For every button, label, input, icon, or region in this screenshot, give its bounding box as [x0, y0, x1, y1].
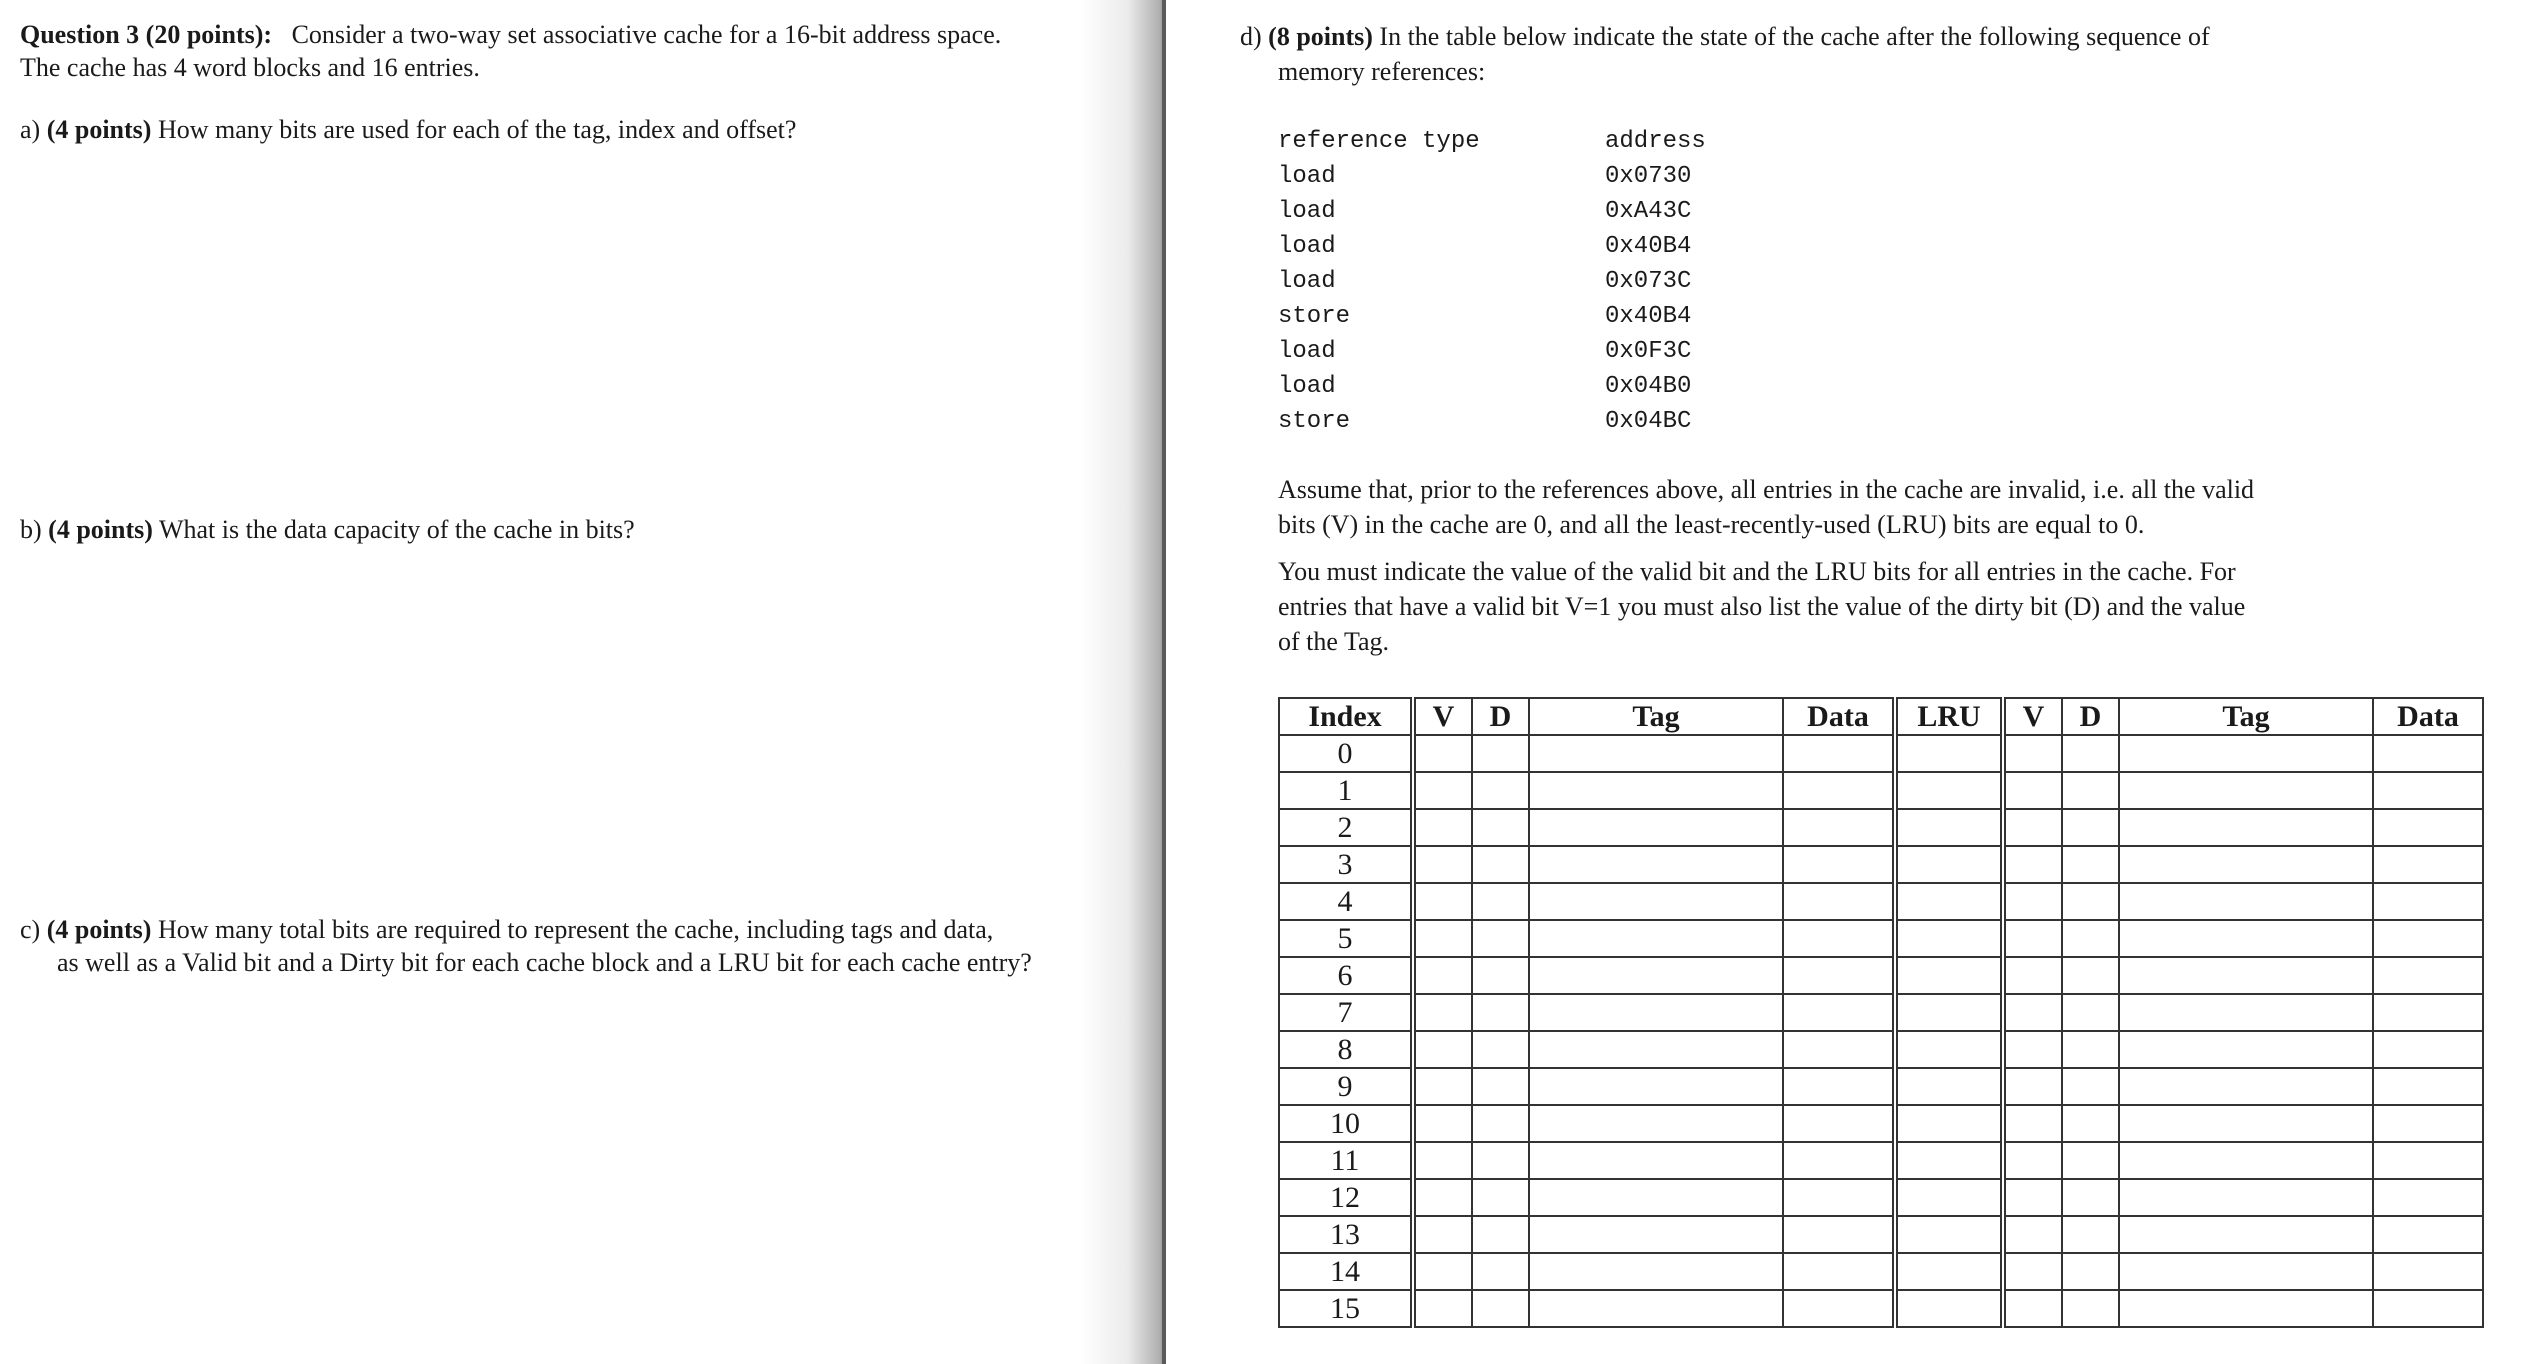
v2-cell[interactable]	[2003, 1253, 2062, 1290]
table-row	[1279, 772, 2483, 809]
part-d-line1	[1240, 20, 2210, 53]
cache-table-header-row	[1279, 698, 2483, 735]
v1-cell[interactable]	[1413, 1105, 1472, 1142]
tag2-cell[interactable]	[2119, 1105, 2373, 1142]
data1-cell[interactable]	[1783, 1031, 1895, 1068]
d1-cell[interactable]	[1472, 809, 1529, 846]
d1-cell[interactable]	[1472, 735, 1529, 772]
data1-cell[interactable]	[1783, 1179, 1895, 1216]
d2-cell[interactable]	[2062, 772, 2119, 809]
lru-cell[interactable]	[1895, 1031, 2003, 1068]
part-d-text1: In the table below indicate the state of the cache after the following sequence of	[1379, 22, 2210, 51]
d1-cell[interactable]	[1472, 1142, 1529, 1179]
lru-cell[interactable]	[1895, 846, 2003, 883]
table-row	[1279, 1031, 2483, 1068]
data1-cell[interactable]	[1783, 846, 1895, 883]
d2-cell[interactable]	[2062, 957, 2119, 994]
instruction-line3: of the Tag.	[1278, 627, 1390, 656]
tag1-cell[interactable]	[1529, 1031, 1783, 1068]
reference-row	[1278, 299, 1778, 334]
data2-cell[interactable]	[2373, 994, 2483, 1031]
reference-row	[1278, 404, 1778, 439]
assume-line2: bits (V) in the cache are 0, and all the least-recently-used (LRU) bits are equal to 0.	[1278, 510, 2145, 539]
data1-cell[interactable]	[1783, 772, 1895, 809]
data1-cell[interactable]	[1783, 1068, 1895, 1105]
col-header-tag2: Tag	[2119, 698, 2373, 735]
tag1-cell[interactable]	[1529, 920, 1783, 957]
v2-cell[interactable]	[2003, 1290, 2062, 1327]
col-header-d2: D	[2062, 698, 2119, 735]
data2-cell[interactable]	[2373, 1031, 2483, 1068]
table-row	[1279, 1253, 2483, 1290]
instruction-line1: You must indicate the value of the valid bit and the LRU bits for all entries in the cache. For	[1278, 557, 2236, 586]
tag2-cell[interactable]	[2119, 1068, 2373, 1105]
v1-cell[interactable]	[1413, 957, 1472, 994]
data2-cell[interactable]	[2373, 1253, 2483, 1290]
v1-cell[interactable]	[1413, 883, 1472, 920]
table-row	[1279, 1142, 2483, 1179]
v1-cell[interactable]	[1413, 1253, 1472, 1290]
question-intro-text1: Consider a two-way set associative cache for a 16-bit address space.	[291, 20, 1002, 49]
lru-cell[interactable]	[1895, 994, 2003, 1031]
d1-cell[interactable]	[1472, 957, 1529, 994]
data2-cell[interactable]	[2373, 1105, 2483, 1142]
tag1-cell[interactable]	[1529, 809, 1783, 846]
v2-cell[interactable]	[2003, 735, 2062, 772]
index-cell: 5	[1279, 920, 1413, 957]
reference-row	[1278, 229, 1778, 264]
left-page	[0, 0, 1160, 1364]
d1-cell[interactable]	[1472, 1068, 1529, 1105]
d2-cell[interactable]	[2062, 994, 2119, 1031]
data2-cell[interactable]	[2373, 735, 2483, 772]
index-cell: 3	[1279, 846, 1413, 883]
reference-address: 0x073C	[1605, 268, 1692, 295]
d1-cell[interactable]	[1472, 920, 1529, 957]
part-a-text: How many bits are used for each of the tag, index and offset?	[157, 115, 797, 144]
index-cell: 6	[1279, 957, 1413, 994]
lru-cell[interactable]	[1895, 1142, 2003, 1179]
reference-header	[1278, 124, 1778, 159]
d2-cell[interactable]	[2062, 1253, 2119, 1290]
tag2-cell[interactable]	[2119, 846, 2373, 883]
data2-cell[interactable]	[2373, 1290, 2483, 1327]
v1-cell[interactable]	[1413, 1290, 1472, 1327]
assume-line1: Assume that, prior to the references above, all entries in the cache are invalid, i.e. all the valid	[1278, 475, 2255, 504]
v1-cell[interactable]	[1413, 994, 1472, 1031]
v1-cell[interactable]	[1413, 1142, 1472, 1179]
reference-type: load	[1278, 268, 1336, 295]
data1-cell[interactable]	[1783, 1216, 1895, 1253]
part-b	[20, 513, 635, 546]
lru-cell[interactable]	[1895, 1068, 2003, 1105]
part-a-points: (4 points)	[46, 115, 152, 144]
d2-cell[interactable]	[2062, 1142, 2119, 1179]
cache-table-body	[1279, 735, 2483, 1327]
v2-cell[interactable]	[2003, 883, 2062, 920]
data1-cell[interactable]	[1783, 957, 1895, 994]
v1-cell[interactable]	[1413, 846, 1472, 883]
d2-cell[interactable]	[2062, 735, 2119, 772]
v2-cell[interactable]	[2003, 1216, 2062, 1253]
reference-address-header: address	[1605, 128, 1706, 155]
part-b-points: (4 points)	[48, 515, 153, 544]
data2-cell[interactable]	[2373, 1068, 2483, 1105]
question-title: Question 3 (20 points):	[20, 20, 273, 49]
d1-cell[interactable]	[1472, 1253, 1529, 1290]
part-b-label: b)	[20, 515, 42, 544]
v2-cell[interactable]	[2003, 920, 2062, 957]
data2-cell[interactable]	[2373, 957, 2483, 994]
reference-address: 0x0F3C	[1605, 338, 1692, 365]
part-c-line2: as well as a Valid bit and a Dirty bit for each cache block and a LRU bit for each cache entry?	[57, 948, 1032, 977]
v2-cell[interactable]	[2003, 1031, 2062, 1068]
reference-type: store	[1278, 408, 1351, 435]
table-row	[1279, 957, 2483, 994]
d1-cell[interactable]	[1472, 772, 1529, 809]
part-d-points: (8 points)	[1268, 22, 1373, 51]
v2-cell[interactable]	[2003, 1105, 2062, 1142]
col-header-tag1: Tag	[1529, 698, 1783, 735]
part-c-points: (4 points)	[46, 915, 152, 944]
v2-cell[interactable]	[2003, 1142, 2062, 1179]
index-cell: 12	[1279, 1179, 1413, 1216]
table-row	[1279, 1216, 2483, 1253]
cache-state-table	[1278, 697, 2484, 1328]
tag2-cell[interactable]	[2119, 1179, 2373, 1216]
instruction-line2: entries that have a valid bit V=1 you must also list the value of the dirty bit (D) and the value	[1278, 592, 2246, 621]
lru-cell[interactable]	[1895, 772, 2003, 809]
col-header-v1: V	[1413, 698, 1472, 735]
d2-cell[interactable]	[2062, 846, 2119, 883]
data2-cell[interactable]	[2373, 846, 2483, 883]
d2-cell[interactable]	[2062, 1216, 2119, 1253]
v1-cell[interactable]	[1413, 809, 1472, 846]
v1-cell[interactable]	[1413, 772, 1472, 809]
reference-type-header: reference type	[1278, 128, 1480, 155]
reference-type: load	[1278, 233, 1336, 260]
v1-cell[interactable]	[1413, 1216, 1472, 1253]
lru-cell[interactable]	[1895, 1253, 2003, 1290]
data1-cell[interactable]	[1783, 809, 1895, 846]
lru-cell[interactable]	[1895, 809, 2003, 846]
v2-cell[interactable]	[2003, 846, 2062, 883]
col-header-lru: LRU	[1895, 698, 2003, 735]
table-row	[1279, 1179, 2483, 1216]
v2-cell[interactable]	[2003, 957, 2062, 994]
page-gutter-shadow	[1080, 0, 1166, 1364]
data2-cell[interactable]	[2373, 920, 2483, 957]
index-cell: 15	[1279, 1290, 1413, 1327]
reference-address: 0x40B4	[1605, 233, 1692, 260]
index-cell: 14	[1279, 1253, 1413, 1290]
v2-cell[interactable]	[2003, 994, 2062, 1031]
data1-cell[interactable]	[1783, 994, 1895, 1031]
d2-cell[interactable]	[2062, 1179, 2119, 1216]
index-cell: 2	[1279, 809, 1413, 846]
table-row	[1279, 846, 2483, 883]
index-cell: 4	[1279, 883, 1413, 920]
data1-cell[interactable]	[1783, 1290, 1895, 1327]
data1-cell[interactable]	[1783, 735, 1895, 772]
data2-cell[interactable]	[2373, 1179, 2483, 1216]
col-header-index: Index	[1279, 698, 1413, 735]
tag1-cell[interactable]	[1529, 1105, 1783, 1142]
part-d-label: d)	[1240, 22, 1262, 51]
tag2-cell[interactable]	[2119, 1253, 2373, 1290]
tag2-cell[interactable]	[2119, 1142, 2373, 1179]
lru-cell[interactable]	[1895, 883, 2003, 920]
v1-cell[interactable]	[1413, 735, 1472, 772]
tag1-cell[interactable]	[1529, 883, 1783, 920]
v2-cell[interactable]	[2003, 1179, 2062, 1216]
reference-address: 0xA43C	[1605, 198, 1692, 225]
tag1-cell[interactable]	[1529, 1068, 1783, 1105]
data2-cell[interactable]	[2373, 883, 2483, 920]
question-intro-line2: The cache has 4 word blocks and 16 entries.	[20, 53, 480, 82]
data2-cell[interactable]	[2373, 1216, 2483, 1253]
tag2-cell[interactable]	[2119, 809, 2373, 846]
table-row	[1279, 1290, 2483, 1327]
d1-cell[interactable]	[1472, 1290, 1529, 1327]
index-cell: 13	[1279, 1216, 1413, 1253]
reference-row	[1278, 264, 1778, 299]
tag1-cell[interactable]	[1529, 772, 1783, 809]
tag1-cell[interactable]	[1529, 1290, 1783, 1327]
tag2-cell[interactable]	[2119, 772, 2373, 809]
index-cell: 7	[1279, 994, 1413, 1031]
col-header-data1: Data	[1783, 698, 1895, 735]
reference-address: 0x04B0	[1605, 373, 1692, 400]
data1-cell[interactable]	[1783, 1253, 1895, 1290]
tag1-cell[interactable]	[1529, 846, 1783, 883]
tag2-cell[interactable]	[2119, 1031, 2373, 1068]
v2-cell[interactable]	[2003, 772, 2062, 809]
tag1-cell[interactable]	[1529, 735, 1783, 772]
d2-cell[interactable]	[2062, 920, 2119, 957]
part-c-text1: How many total bits are required to represent the cache, including tags and data,	[157, 915, 994, 944]
v1-cell[interactable]	[1413, 1068, 1472, 1105]
reference-row	[1278, 159, 1778, 194]
reference-type: store	[1278, 303, 1351, 330]
tag2-cell[interactable]	[2119, 920, 2373, 957]
part-b-text: What is the data capacity of the cache in bits?	[158, 515, 635, 544]
part-a-label: a)	[20, 115, 41, 144]
d1-cell[interactable]	[1472, 883, 1529, 920]
reference-row	[1278, 334, 1778, 369]
tag1-cell[interactable]	[1529, 957, 1783, 994]
lru-cell[interactable]	[1895, 957, 2003, 994]
table-row	[1279, 920, 2483, 957]
table-row	[1279, 883, 2483, 920]
lru-cell[interactable]	[1895, 1290, 2003, 1327]
v1-cell[interactable]	[1413, 920, 1472, 957]
lru-cell[interactable]	[1895, 1216, 2003, 1253]
index-cell: 8	[1279, 1031, 1413, 1068]
part-a	[20, 113, 796, 146]
reference-type: load	[1278, 338, 1336, 365]
index-cell: 9	[1279, 1068, 1413, 1105]
d1-cell[interactable]	[1472, 846, 1529, 883]
tag2-cell[interactable]	[2119, 1216, 2373, 1253]
reference-type: load	[1278, 163, 1336, 190]
col-header-v2: V	[2003, 698, 2062, 735]
part-d-line2: memory references:	[1278, 57, 1486, 86]
data2-cell[interactable]	[2373, 809, 2483, 846]
data1-cell[interactable]	[1783, 1105, 1895, 1142]
table-row	[1279, 994, 2483, 1031]
d1-cell[interactable]	[1472, 1031, 1529, 1068]
tag2-cell[interactable]	[2119, 1290, 2373, 1327]
data2-cell[interactable]	[2373, 1142, 2483, 1179]
reference-row	[1278, 369, 1778, 404]
v1-cell[interactable]	[1413, 1179, 1472, 1216]
tag1-cell[interactable]	[1529, 1253, 1783, 1290]
lru-cell[interactable]	[1895, 1179, 2003, 1216]
lru-cell[interactable]	[1895, 735, 2003, 772]
d1-cell[interactable]	[1472, 994, 1529, 1031]
d2-cell[interactable]	[2062, 883, 2119, 920]
d2-cell[interactable]	[2062, 1068, 2119, 1105]
reference-address: 0x0730	[1605, 163, 1692, 190]
reference-address: 0x40B4	[1605, 303, 1692, 330]
tag2-cell[interactable]	[2119, 883, 2373, 920]
index-cell: 10	[1279, 1105, 1413, 1142]
question-intro-line1	[20, 18, 1001, 51]
d2-cell[interactable]	[2062, 1290, 2119, 1327]
reference-address: 0x04BC	[1605, 408, 1692, 435]
table-row	[1279, 1068, 2483, 1105]
data1-cell[interactable]	[1783, 1142, 1895, 1179]
lru-cell[interactable]	[1895, 1105, 2003, 1142]
tag2-cell[interactable]	[2119, 735, 2373, 772]
tag2-cell[interactable]	[2119, 957, 2373, 994]
data2-cell[interactable]	[2373, 772, 2483, 809]
table-row	[1279, 1105, 2483, 1142]
tag1-cell[interactable]	[1529, 1216, 1783, 1253]
reference-type: load	[1278, 373, 1336, 400]
v2-cell[interactable]	[2003, 1068, 2062, 1105]
table-row	[1279, 735, 2483, 772]
part-c-line1	[20, 913, 993, 946]
col-header-data2: Data	[2373, 698, 2483, 735]
index-cell: 1	[1279, 772, 1413, 809]
d2-cell[interactable]	[2062, 809, 2119, 846]
tag2-cell[interactable]	[2119, 994, 2373, 1031]
table-row	[1279, 809, 2483, 846]
tag1-cell[interactable]	[1529, 1179, 1783, 1216]
col-header-d1: D	[1472, 698, 1529, 735]
d2-cell[interactable]	[2062, 1031, 2119, 1068]
d2-cell[interactable]	[2062, 1105, 2119, 1142]
lru-cell[interactable]	[1895, 920, 2003, 957]
part-c-label: c)	[20, 915, 41, 944]
index-cell: 0	[1279, 735, 1413, 772]
data1-cell[interactable]	[1783, 920, 1895, 957]
v1-cell[interactable]	[1413, 1031, 1472, 1068]
d1-cell[interactable]	[1472, 1105, 1529, 1142]
index-cell: 11	[1279, 1142, 1413, 1179]
reference-type: load	[1278, 198, 1336, 225]
tag1-cell[interactable]	[1529, 994, 1783, 1031]
d1-cell[interactable]	[1472, 1216, 1529, 1253]
d1-cell[interactable]	[1472, 1179, 1529, 1216]
tag1-cell[interactable]	[1529, 1142, 1783, 1179]
v2-cell[interactable]	[2003, 809, 2062, 846]
data1-cell[interactable]	[1783, 883, 1895, 920]
reference-row	[1278, 194, 1778, 229]
